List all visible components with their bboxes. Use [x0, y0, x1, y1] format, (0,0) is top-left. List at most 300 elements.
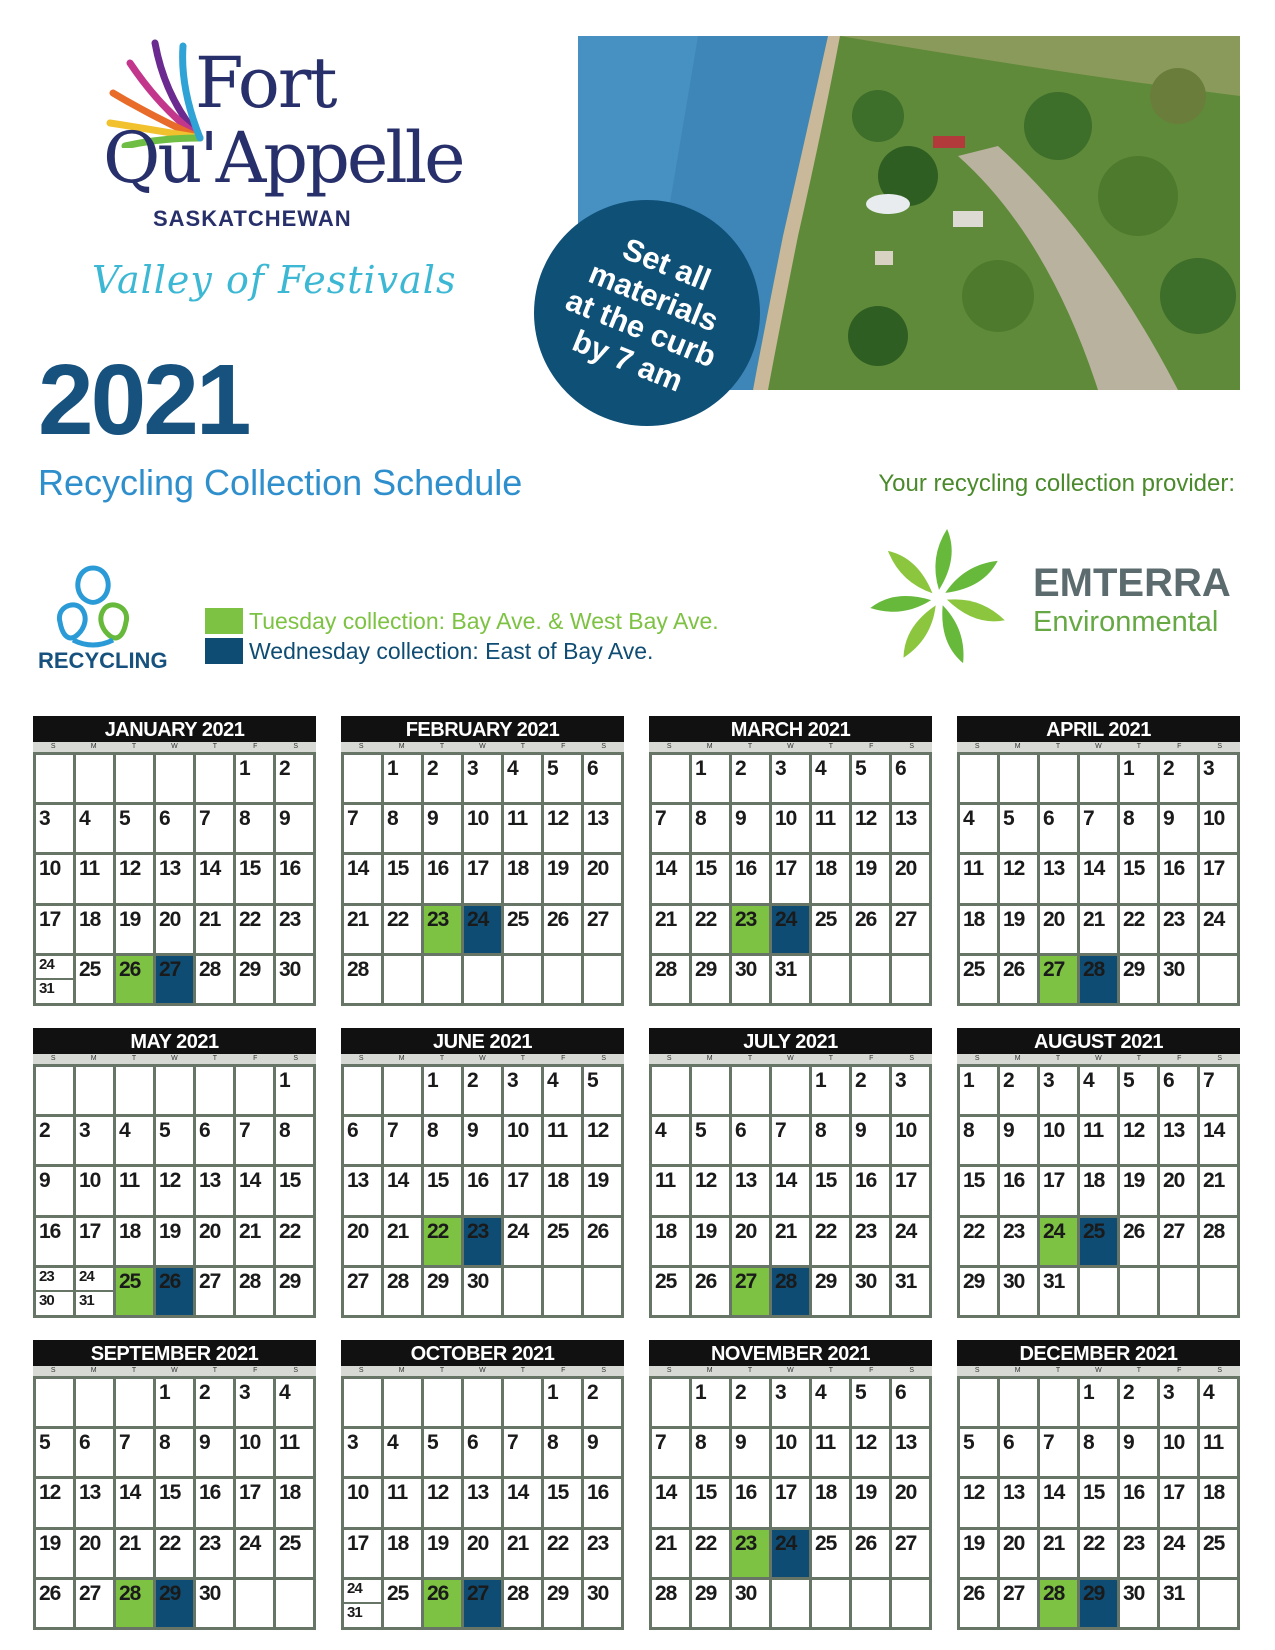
day-grid — [341, 1064, 624, 1318]
day-number: 6 — [735, 1119, 746, 1143]
day-cell — [276, 1379, 313, 1426]
day-number: 26 — [587, 1219, 609, 1243]
day-number: 14 — [239, 1169, 261, 1193]
weekday-label: S — [50, 1367, 56, 1374]
day-cell — [36, 906, 73, 953]
weekday-label: M — [398, 743, 405, 750]
day-number: 24 — [895, 1219, 917, 1243]
day-cell — [464, 1479, 501, 1526]
day-cell — [812, 1268, 849, 1315]
day-number: 18 — [1083, 1169, 1105, 1193]
day-number: 16 — [199, 1481, 221, 1505]
day-cell — [76, 1530, 113, 1577]
day-number: 16 — [735, 1481, 757, 1505]
weekday-label: S — [666, 1055, 672, 1062]
tuesday-collection-day — [1040, 956, 1077, 1003]
day-cell — [1200, 956, 1237, 1003]
day-cell — [236, 1067, 273, 1114]
day-cell — [384, 1218, 421, 1265]
day-cell — [1200, 1429, 1237, 1476]
day-cell — [276, 1479, 313, 1526]
day-grid — [649, 1064, 932, 1318]
day-number: 2 — [199, 1381, 210, 1404]
weekday-header — [33, 742, 316, 752]
day-number: 13 — [199, 1169, 221, 1193]
schedule-year: 2021 — [38, 344, 249, 456]
month-title: FEBRUARY 2021 — [341, 716, 624, 742]
day-number: 19 — [159, 1219, 181, 1243]
day-cell — [1000, 1429, 1037, 1476]
day-cell — [1120, 906, 1157, 953]
day-number: 13 — [895, 1431, 917, 1455]
day-number: 15 — [1083, 1481, 1105, 1505]
day-number: 28 — [1083, 957, 1105, 981]
day-grid — [957, 752, 1240, 1006]
day-cell — [196, 956, 233, 1003]
day-number: 26 — [855, 1531, 877, 1555]
weekday-label: W — [479, 1367, 486, 1374]
day-cell — [892, 1167, 929, 1214]
day-number: 13 — [467, 1481, 489, 1505]
day-number: 14 — [119, 1481, 141, 1505]
wednesday-collection-day — [156, 956, 193, 1003]
day-number: 8 — [547, 1431, 558, 1455]
day-cell — [960, 956, 997, 1003]
day-cell — [852, 1268, 889, 1315]
day-cell — [584, 1067, 621, 1114]
day-grid — [33, 1064, 316, 1318]
day-number: 29 — [547, 1581, 569, 1605]
day-cell — [36, 1580, 73, 1627]
day-cell — [852, 906, 889, 953]
day-cell — [424, 956, 461, 1003]
day-number: 14 — [199, 857, 221, 881]
day-number: 8 — [695, 1431, 706, 1455]
weekday-header — [649, 1054, 932, 1064]
day-number: 25 — [815, 1531, 837, 1555]
day-cell — [812, 1218, 849, 1265]
day-number: 19 — [119, 907, 141, 931]
day-cell — [544, 1167, 581, 1214]
day-cell — [1080, 1167, 1117, 1214]
day-cell — [732, 755, 769, 802]
tuesday-collection-day — [1040, 1580, 1077, 1627]
day-number: 1 — [695, 1381, 706, 1404]
day-number: 5 — [39, 1431, 50, 1455]
day-number: 29 — [159, 1581, 181, 1605]
wednesday-collection-day — [156, 1580, 193, 1627]
day-number: 17 — [239, 1481, 261, 1505]
day-number: 12 — [1003, 857, 1025, 881]
day-cell — [812, 906, 849, 953]
day-cell — [384, 906, 421, 953]
weekday-label: S — [974, 743, 980, 750]
day-number: 22 — [815, 1219, 837, 1243]
day-cell — [464, 1167, 501, 1214]
day-cell — [584, 956, 621, 1003]
wednesday-collection-day — [464, 906, 501, 953]
day-number: 18 — [279, 1481, 301, 1505]
day-cell — [116, 1530, 153, 1577]
collection-legend — [205, 606, 719, 666]
day-cell — [36, 1218, 73, 1265]
day-number: 15 — [695, 1481, 717, 1505]
day-number: 16 — [1123, 1481, 1145, 1505]
weekday-label: M — [1014, 743, 1021, 750]
day-cell — [1000, 1530, 1037, 1577]
day-number: 26 — [855, 907, 877, 931]
day-cell — [652, 1268, 689, 1315]
day-cell — [812, 1479, 849, 1526]
day-cell — [1000, 1167, 1037, 1214]
recycling-icon — [48, 560, 138, 650]
weekday-label: W — [171, 1055, 178, 1062]
day-cell — [1000, 1067, 1037, 1114]
weekday-label: T — [212, 1367, 218, 1374]
day-number: 25 — [963, 957, 985, 981]
day-cell — [156, 1530, 193, 1577]
day-cell — [156, 1479, 193, 1526]
day-number: 1 — [387, 757, 398, 780]
weekday-label: W — [479, 743, 486, 750]
day-cell — [384, 1530, 421, 1577]
day-number: 20 — [1163, 1169, 1185, 1193]
day-cell — [584, 1580, 621, 1627]
day-cell — [1040, 1067, 1077, 1114]
day-cell — [584, 1117, 621, 1164]
day-cell — [156, 906, 193, 953]
weekday-label: T — [1055, 1055, 1061, 1062]
day-cell — [76, 1117, 113, 1164]
day-cell — [384, 1479, 421, 1526]
day-cell — [504, 1379, 541, 1426]
legend-tuesday-text: Tuesday collection: Bay Ave. & West Bay Ave. — [249, 607, 719, 634]
day-cell — [116, 805, 153, 852]
weekday-label: W — [787, 743, 794, 750]
day-number: 10 — [775, 1431, 797, 1455]
day-cell — [384, 1167, 421, 1214]
day-number: 7 — [387, 1119, 398, 1143]
day-number: 21 — [655, 1531, 677, 1555]
tagline: Valley of Festivals — [92, 258, 457, 302]
day-number: 28 — [1043, 1581, 1065, 1605]
day-cell — [1040, 1429, 1077, 1476]
day-number: 20 — [735, 1219, 757, 1243]
weekday-label: T — [747, 1055, 753, 1062]
day-cell — [116, 1479, 153, 1526]
weekday-header — [649, 1366, 932, 1376]
day-cell — [504, 1218, 541, 1265]
day-cell — [892, 855, 929, 902]
day-number: 25 — [387, 1581, 409, 1605]
day-number: 4 — [815, 1381, 826, 1404]
day-cell — [652, 1117, 689, 1164]
day-cell — [1120, 1067, 1157, 1114]
day-number: 27 — [895, 1531, 917, 1555]
day-number: 25 — [655, 1269, 677, 1293]
day-number: 18 — [1203, 1481, 1225, 1505]
month-title: JANUARY 2021 — [33, 716, 316, 742]
day-number: 16 — [467, 1169, 489, 1193]
day-cell — [276, 1117, 313, 1164]
day-number: 11 — [387, 1481, 408, 1505]
month-title: DECEMBER 2021 — [957, 1340, 1240, 1366]
emterra-pinwheel-icon — [868, 527, 1010, 669]
day-cell — [960, 755, 997, 802]
day-number: 4 — [1203, 1381, 1214, 1404]
day-number: 30 — [199, 1581, 221, 1605]
weekday-label: T — [520, 1055, 526, 1062]
day-cell — [1000, 1479, 1037, 1526]
day-number: 20 — [199, 1219, 221, 1243]
day-cell — [76, 1580, 113, 1627]
day-number: 30 — [1003, 1269, 1025, 1293]
day-cell-half — [36, 980, 73, 1003]
wednesday-swatch — [205, 638, 243, 664]
day-cell — [1000, 1117, 1037, 1164]
tuesday-collection-day — [424, 1218, 461, 1265]
day-cell-half — [36, 1292, 73, 1315]
day-cell — [196, 906, 233, 953]
day-cell — [584, 1218, 621, 1265]
day-cell — [692, 1268, 729, 1315]
day-number: 26 — [427, 1581, 449, 1605]
day-number: 10 — [467, 807, 489, 831]
day-number: 15 — [427, 1169, 449, 1193]
weekday-label: S — [974, 1055, 980, 1062]
day-number: 27 — [79, 1581, 101, 1605]
day-number: 1 — [159, 1381, 170, 1404]
weekday-label: F — [869, 1055, 874, 1062]
day-cell — [1200, 1479, 1237, 1526]
month-calendar — [649, 716, 932, 1006]
day-number: 5 — [119, 807, 130, 831]
day-number: 27 — [347, 1269, 369, 1293]
day-cell — [464, 855, 501, 902]
day-cell — [1120, 1218, 1157, 1265]
month-calendar — [649, 1340, 932, 1630]
day-number: 1 — [695, 757, 706, 780]
day-cell — [652, 1379, 689, 1426]
day-number: 28 — [347, 957, 369, 981]
day-cell — [544, 1429, 581, 1476]
day-number: 16 — [427, 857, 449, 881]
day-cell — [76, 956, 113, 1003]
day-cell — [812, 1167, 849, 1214]
day-cell — [692, 1429, 729, 1476]
day-cell — [772, 1580, 809, 1627]
day-number: 6 — [159, 807, 170, 831]
day-cell — [960, 855, 997, 902]
day-cell — [852, 1167, 889, 1214]
day-number: 31 — [895, 1269, 917, 1293]
day-number: 1 — [239, 757, 250, 780]
day-number: 15 — [547, 1481, 569, 1505]
day-cell — [584, 805, 621, 852]
day-cell — [960, 1117, 997, 1164]
day-cell — [852, 956, 889, 1003]
day-cell — [1160, 1580, 1197, 1627]
day-number: 19 — [427, 1531, 449, 1555]
day-number: 30 — [279, 957, 301, 981]
day-cell — [1160, 1530, 1197, 1577]
day-cell — [344, 906, 381, 953]
day-cell — [344, 855, 381, 902]
day-cell — [36, 1268, 73, 1315]
day-cell — [772, 1479, 809, 1526]
day-number: 31 — [1163, 1581, 1185, 1605]
weekday-label: S — [601, 1367, 607, 1374]
day-number: 1 — [815, 1069, 826, 1092]
page-title: Recycling Collection Schedule — [38, 462, 523, 503]
day-number: 7 — [507, 1431, 518, 1455]
day-cell — [584, 1268, 621, 1315]
day-number: 15 — [695, 857, 717, 881]
day-number: 9 — [1123, 1431, 1134, 1455]
weekday-label: W — [787, 1055, 794, 1062]
day-cell — [424, 1167, 461, 1214]
day-cell — [812, 1067, 849, 1114]
day-number: 22 — [427, 1219, 449, 1243]
day-number: 4 — [1083, 1069, 1094, 1092]
day-cell — [236, 1479, 273, 1526]
day-cell — [852, 1479, 889, 1526]
weekday-header — [341, 1054, 624, 1064]
wednesday-collection-day — [772, 1268, 809, 1315]
day-number: 9 — [587, 1431, 598, 1455]
day-number: 7 — [1043, 1431, 1054, 1455]
weekday-label: S — [293, 743, 299, 750]
day-number: 17 — [1203, 857, 1225, 881]
day-cell — [960, 805, 997, 852]
weekday-header — [341, 742, 624, 752]
day-number: 2 — [1123, 1381, 1134, 1404]
day-number: 30 — [467, 1269, 489, 1293]
day-number: 10 — [79, 1169, 101, 1193]
day-number: 6 — [1043, 807, 1054, 831]
day-cell — [852, 855, 889, 902]
day-number: 24 — [39, 955, 54, 973]
day-number: 3 — [1043, 1069, 1054, 1092]
day-cell — [1080, 805, 1117, 852]
weekday-label: T — [439, 743, 445, 750]
weekday-label: M — [90, 1367, 97, 1374]
day-number: 13 — [159, 857, 181, 881]
day-cell — [1120, 956, 1157, 1003]
legend-wednesday-text: Wednesday collection: East of Bay Ave. — [249, 637, 654, 664]
day-cell — [504, 1580, 541, 1627]
day-cell — [892, 1379, 929, 1426]
day-cell — [892, 1268, 929, 1315]
day-cell — [236, 1167, 273, 1214]
tuesday-collection-day — [1040, 1218, 1077, 1265]
day-number: 4 — [119, 1119, 130, 1143]
day-number: 20 — [1043, 907, 1065, 931]
day-cell — [812, 855, 849, 902]
day-number: 2 — [855, 1069, 866, 1092]
day-cell — [960, 1580, 997, 1627]
weekday-label: F — [1177, 743, 1182, 750]
day-number: 9 — [1163, 807, 1174, 831]
day-cell — [1200, 805, 1237, 852]
provider-label: Your recycling collection provider: — [878, 470, 1235, 497]
day-number: 27 — [587, 907, 609, 931]
day-number: 8 — [159, 1431, 170, 1455]
day-cell — [544, 755, 581, 802]
weekday-label: M — [398, 1367, 405, 1374]
day-cell — [424, 1268, 461, 1315]
day-number: 11 — [655, 1169, 676, 1193]
weekday-label: S — [358, 1367, 364, 1374]
day-number: 15 — [815, 1169, 837, 1193]
weekday-header — [33, 1366, 316, 1376]
day-number: 20 — [587, 857, 609, 881]
day-cell — [544, 1117, 581, 1164]
day-number: 17 — [1163, 1481, 1185, 1505]
day-cell — [692, 855, 729, 902]
day-cell — [196, 1479, 233, 1526]
day-cell — [1120, 805, 1157, 852]
day-number: 26 — [1123, 1219, 1145, 1243]
day-number: 27 — [199, 1269, 221, 1293]
weekday-label: M — [90, 1055, 97, 1062]
day-number: 19 — [963, 1531, 985, 1555]
day-cell — [652, 1530, 689, 1577]
day-number: 3 — [79, 1119, 90, 1143]
day-number: 5 — [855, 1381, 866, 1404]
day-number: 16 — [735, 857, 757, 881]
day-cell — [732, 1218, 769, 1265]
day-number: 27 — [735, 1269, 757, 1293]
day-number: 9 — [855, 1119, 866, 1143]
weekday-label: S — [909, 1367, 915, 1374]
day-cell — [1040, 1379, 1077, 1426]
badge-text: Set all materials at the curb by 7 am — [560, 230, 724, 399]
day-cell — [892, 1218, 929, 1265]
weekday-label: M — [1014, 1367, 1021, 1374]
day-number: 24 — [775, 907, 797, 931]
day-number: 24 — [239, 1531, 261, 1555]
day-cell — [236, 1117, 273, 1164]
day-grid — [649, 1376, 932, 1630]
day-number: 29 — [1123, 957, 1145, 981]
weekday-label: S — [909, 743, 915, 750]
day-cell — [584, 906, 621, 953]
day-number: 28 — [1203, 1219, 1225, 1243]
tuesday-collection-day — [116, 1268, 153, 1315]
day-cell — [544, 855, 581, 902]
day-number: 4 — [547, 1069, 558, 1092]
day-cell — [1160, 1218, 1197, 1265]
tuesday-collection-day — [116, 1580, 153, 1627]
day-cell — [1080, 855, 1117, 902]
day-cell — [156, 1218, 193, 1265]
day-cell — [464, 1530, 501, 1577]
day-cell — [1080, 1117, 1117, 1164]
day-number: 30 — [735, 957, 757, 981]
day-number: 2 — [735, 1381, 746, 1404]
day-cell — [116, 1218, 153, 1265]
day-number: 11 — [507, 807, 528, 831]
day-cell — [504, 1268, 541, 1315]
day-cell — [76, 906, 113, 953]
day-number: 6 — [467, 1431, 478, 1455]
weekday-label: S — [974, 1367, 980, 1374]
day-number: 21 — [347, 907, 369, 931]
day-cell — [156, 855, 193, 902]
day-cell — [424, 855, 461, 902]
weekday-label: T — [1136, 1367, 1142, 1374]
